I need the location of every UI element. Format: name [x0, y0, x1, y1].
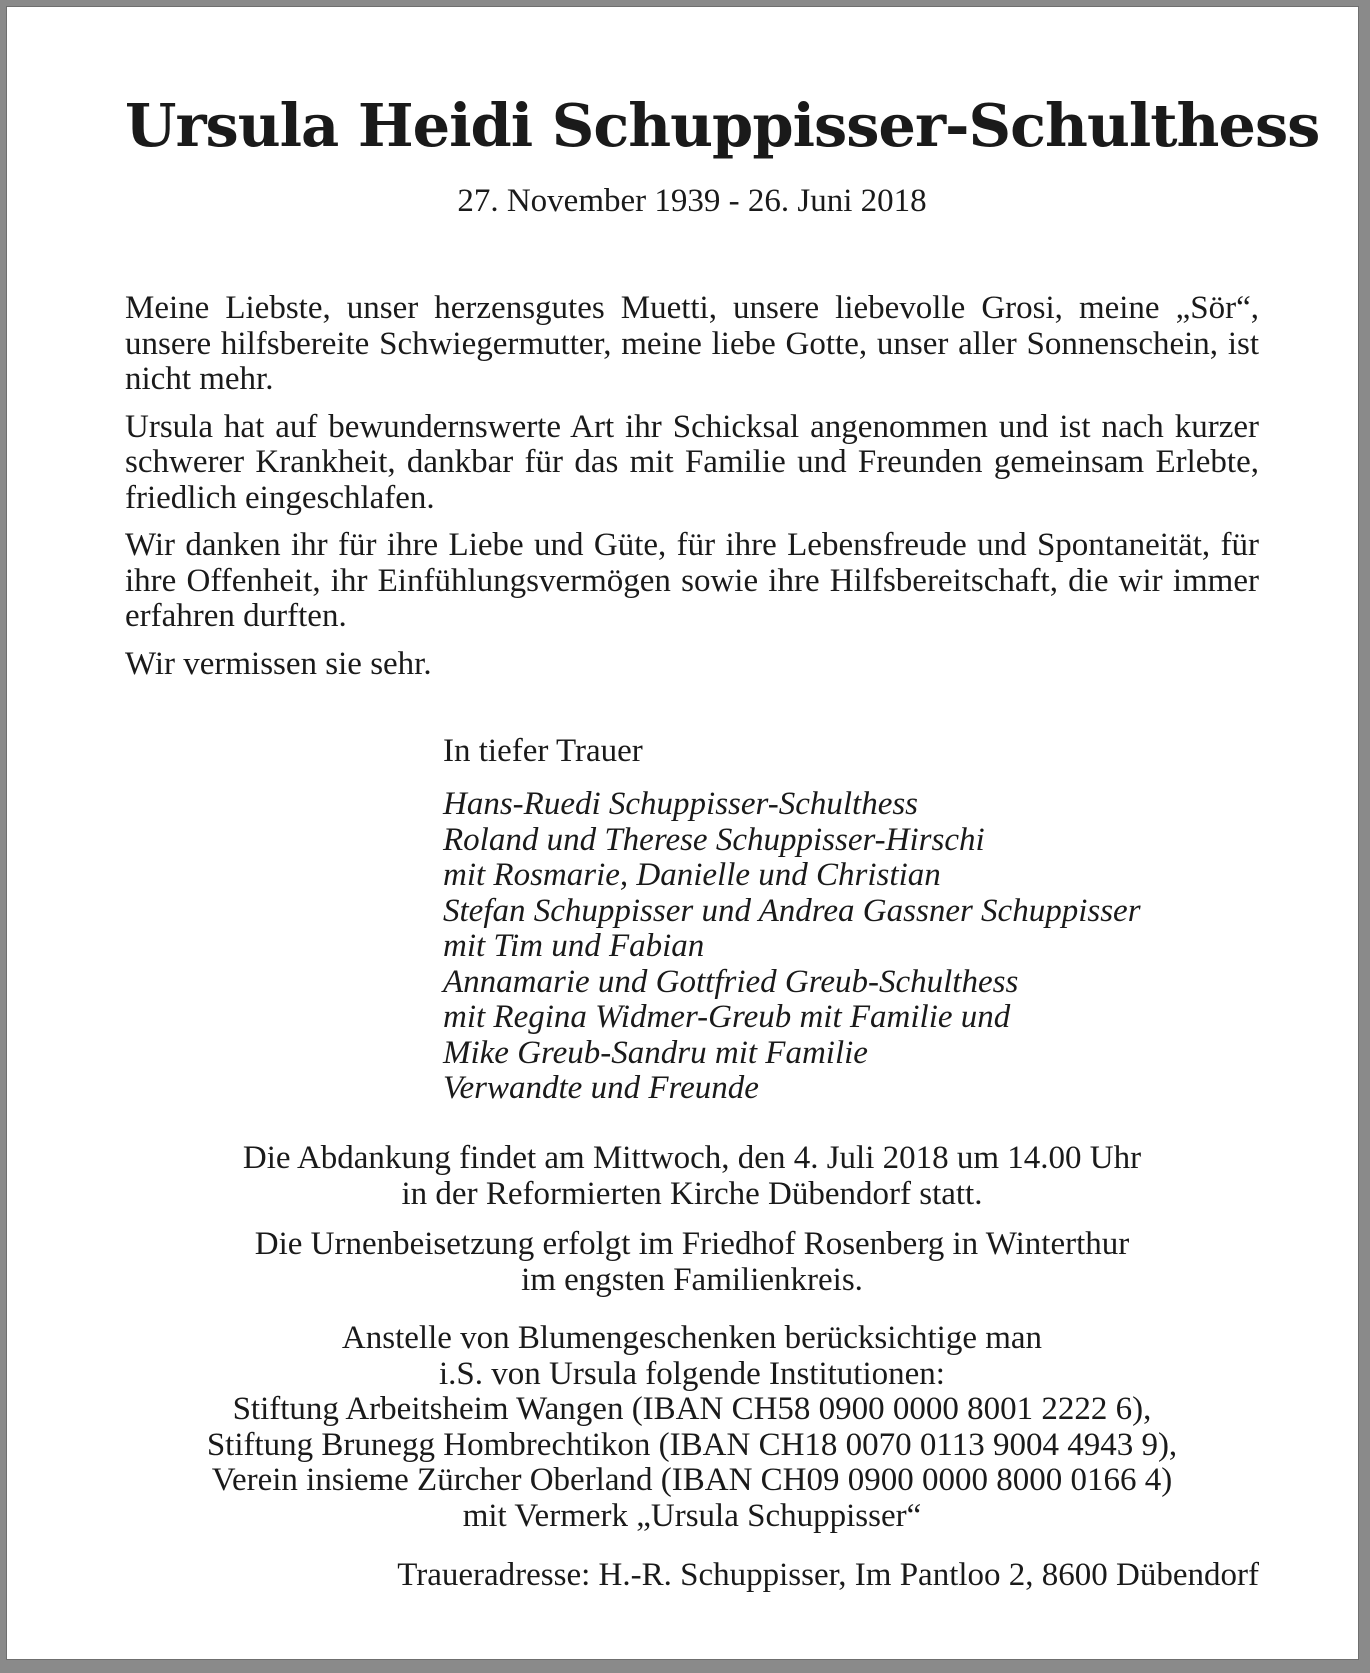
- tribute-paragraph: Ursula hat auf bewundernswerte Art ihr Schicksal angenommen und ist nach kurzer schwerer Krankheit, dankbar für das mit Familie und Freunden gemeinsam Erlebte, friedlich eingeschlafen.: [125, 408, 1259, 516]
- mourner-name: Mike Greub-Sandru mit Familie: [443, 1034, 868, 1071]
- burial-info: [125, 1227, 1259, 1298]
- mourner-name: mit Tim und Fabian: [443, 928, 705, 964]
- mourning-address: Traueradresse: H.-R. Schuppisser, Im Pantloo 2, 8600 Dübendorf: [397, 1557, 1259, 1593]
- donation-line: Anstelle von Blumengeschenken berücksichtige man: [341, 1320, 1043, 1356]
- tribute-paragraph: Meine Liebste, unser herzensgutes Muetti, unsere liebevolle Grosi, meine „Sör“, unsere hilfsbereite Schwiegermutter, meine liebe Gotte, unser aller Sonnenschein, ist nicht mehr.: [125, 290, 1259, 397]
- tribute-text: [125, 291, 1259, 694]
- ceremony-info: [125, 1141, 1259, 1212]
- burial-line: im engsten Familienkreis.: [521, 1261, 863, 1298]
- mourner-name: Roland und Therese Schuppisser-Hirschi: [443, 821, 985, 858]
- mourner-name: mit Rosmarie, Danielle und Christian: [443, 857, 941, 893]
- tribute-paragraph: Wir vermissen sie sehr.: [125, 645, 432, 682]
- mourner-name: Hans-Ruedi Schuppisser-Schulthess: [443, 786, 919, 822]
- burial-line: Die Urnenbeisetzung erfolgt im Friedhof Rosenberg in Winterthur: [254, 1226, 1130, 1262]
- deceased-name: Ursula Heidi Schuppisser-Schulthess: [125, 91, 1320, 160]
- obituary-notice: [6, 6, 1359, 1660]
- mourning-lead: In tiefer Trauer: [443, 733, 643, 769]
- ceremony-line: in der Reformierten Kirche Dübendorf statt.: [401, 1175, 983, 1212]
- life-dates: 27. November 1939 - 26. Juni 2018: [457, 183, 927, 219]
- mourner-name: Stefan Schuppisser und Andrea Gassner Schuppisser: [443, 892, 1141, 929]
- donation-line: Stiftung Arbeitsheim Wangen (IBAN CH58 0900 0000 8001 2222 6),: [232, 1391, 1152, 1427]
- mourner-name: mit Regina Widmer-Greub mit Familie und: [443, 999, 1011, 1035]
- donation-line: Stiftung Brunegg Hombrechtikon (IBAN CH18 0070 0113 9004 4943 9),: [206, 1426, 1178, 1463]
- mourners-list: [443, 733, 1263, 1107]
- donation-info: [125, 1321, 1259, 1534]
- mourner-name: Annamarie und Gottfried Greub-Schulthess: [443, 963, 1019, 1000]
- donation-line: i.S. von Ursula folgende Institutionen:: [439, 1355, 945, 1392]
- ceremony-line: Die Abdankung findet am Mittwoch, den 4. Juli 2018 um 14.00 Uhr: [242, 1140, 1142, 1176]
- mourner-name: Verwandte und Freunde: [443, 1070, 759, 1106]
- tribute-paragraph: Wir danken ihr für ihre Liebe und Güte, für ihre Lebensfreude und Spontaneität, für ihre Offenheit, ihr Einfühlungsvermögen sowie ihre Hilfsbereitschaft, die wir immer erfahren durften.: [125, 527, 1259, 634]
- donation-line: Verein insieme Zürcher Oberland (IBAN CH09 0900 0000 8000 0166 4): [211, 1462, 1173, 1498]
- donation-line: mit Vermerk „Ursula Schuppisser“: [462, 1497, 922, 1534]
